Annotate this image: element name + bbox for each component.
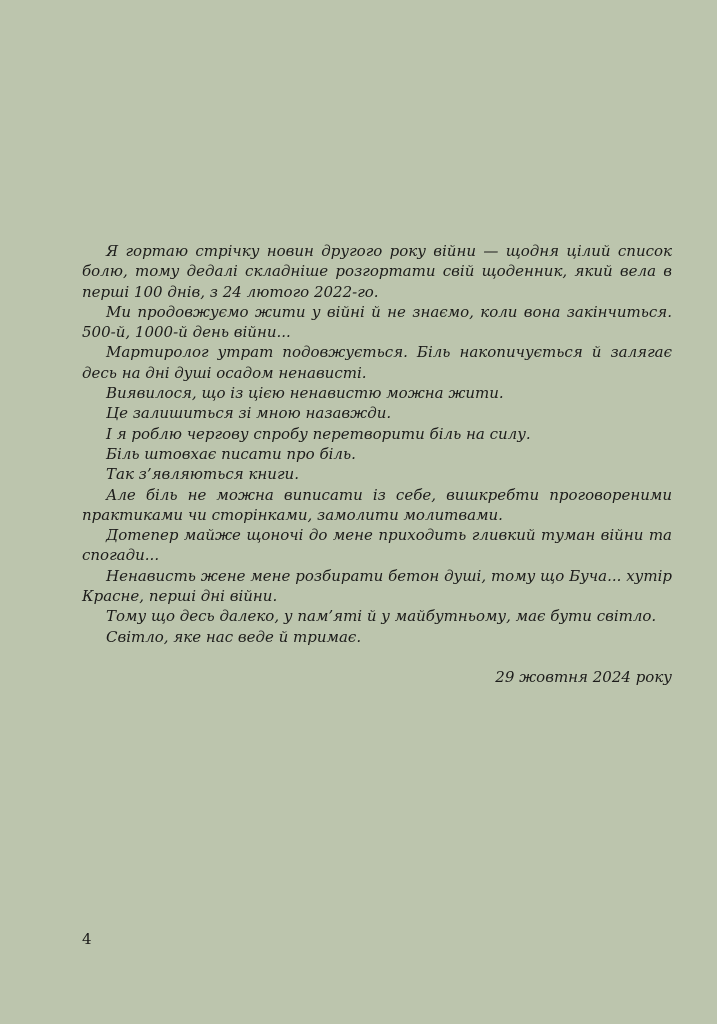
diary-text <box>82 241 672 647</box>
paragraph: Ми продовжуємо жити у війні й не знаємо, коли вона закінчиться. 500-й, 1000-й день війни... <box>82 302 672 342</box>
paragraph: Так з’являються книги. <box>106 465 299 484</box>
paragraph: Тому що десь далеко, у пам’яті й у майбутньому, має бути світло. <box>106 607 657 626</box>
paragraph: Виявилося, що із цією ненавистю можна жити. <box>106 384 504 403</box>
paragraph: Але біль не можна виписати із себе, вишкребти проговореними практиками чи сторінками, замолити молитвами. <box>82 485 672 524</box>
paragraph: Біль штовхає писати про біль. <box>106 444 356 463</box>
page-number: 4 <box>82 930 92 948</box>
paragraph: І я роблю чергову спробу перетворити біль на силу. <box>106 424 531 443</box>
paragraph: Дотепер майже щоночі до мене приходить гливкий туман війни та спогади... <box>82 526 672 565</box>
paragraph: Ненависть жене мене розбирати бетон душі, тому що Буча... хутір Красне, перші дні війни. <box>82 566 672 606</box>
paragraph: Я гортаю стрічку новин другого року війни — щодня цілий список болю, тому дедалі складніше розгортати свій щоденник, який вела в перші 100 днів, з 24 лютого 2022-го. <box>82 242 672 301</box>
paragraph: Світло, яке нас веде й тримає. <box>106 627 362 646</box>
date-signature: 29 жовтня 2024 року <box>495 668 672 686</box>
paragraph: Це залишиться зі мною назавжди. <box>106 404 392 423</box>
paragraph: Мартиролог утрат подовжується. Біль накопичується й залягає десь на дні душі осадом ненависті. <box>82 343 672 382</box>
